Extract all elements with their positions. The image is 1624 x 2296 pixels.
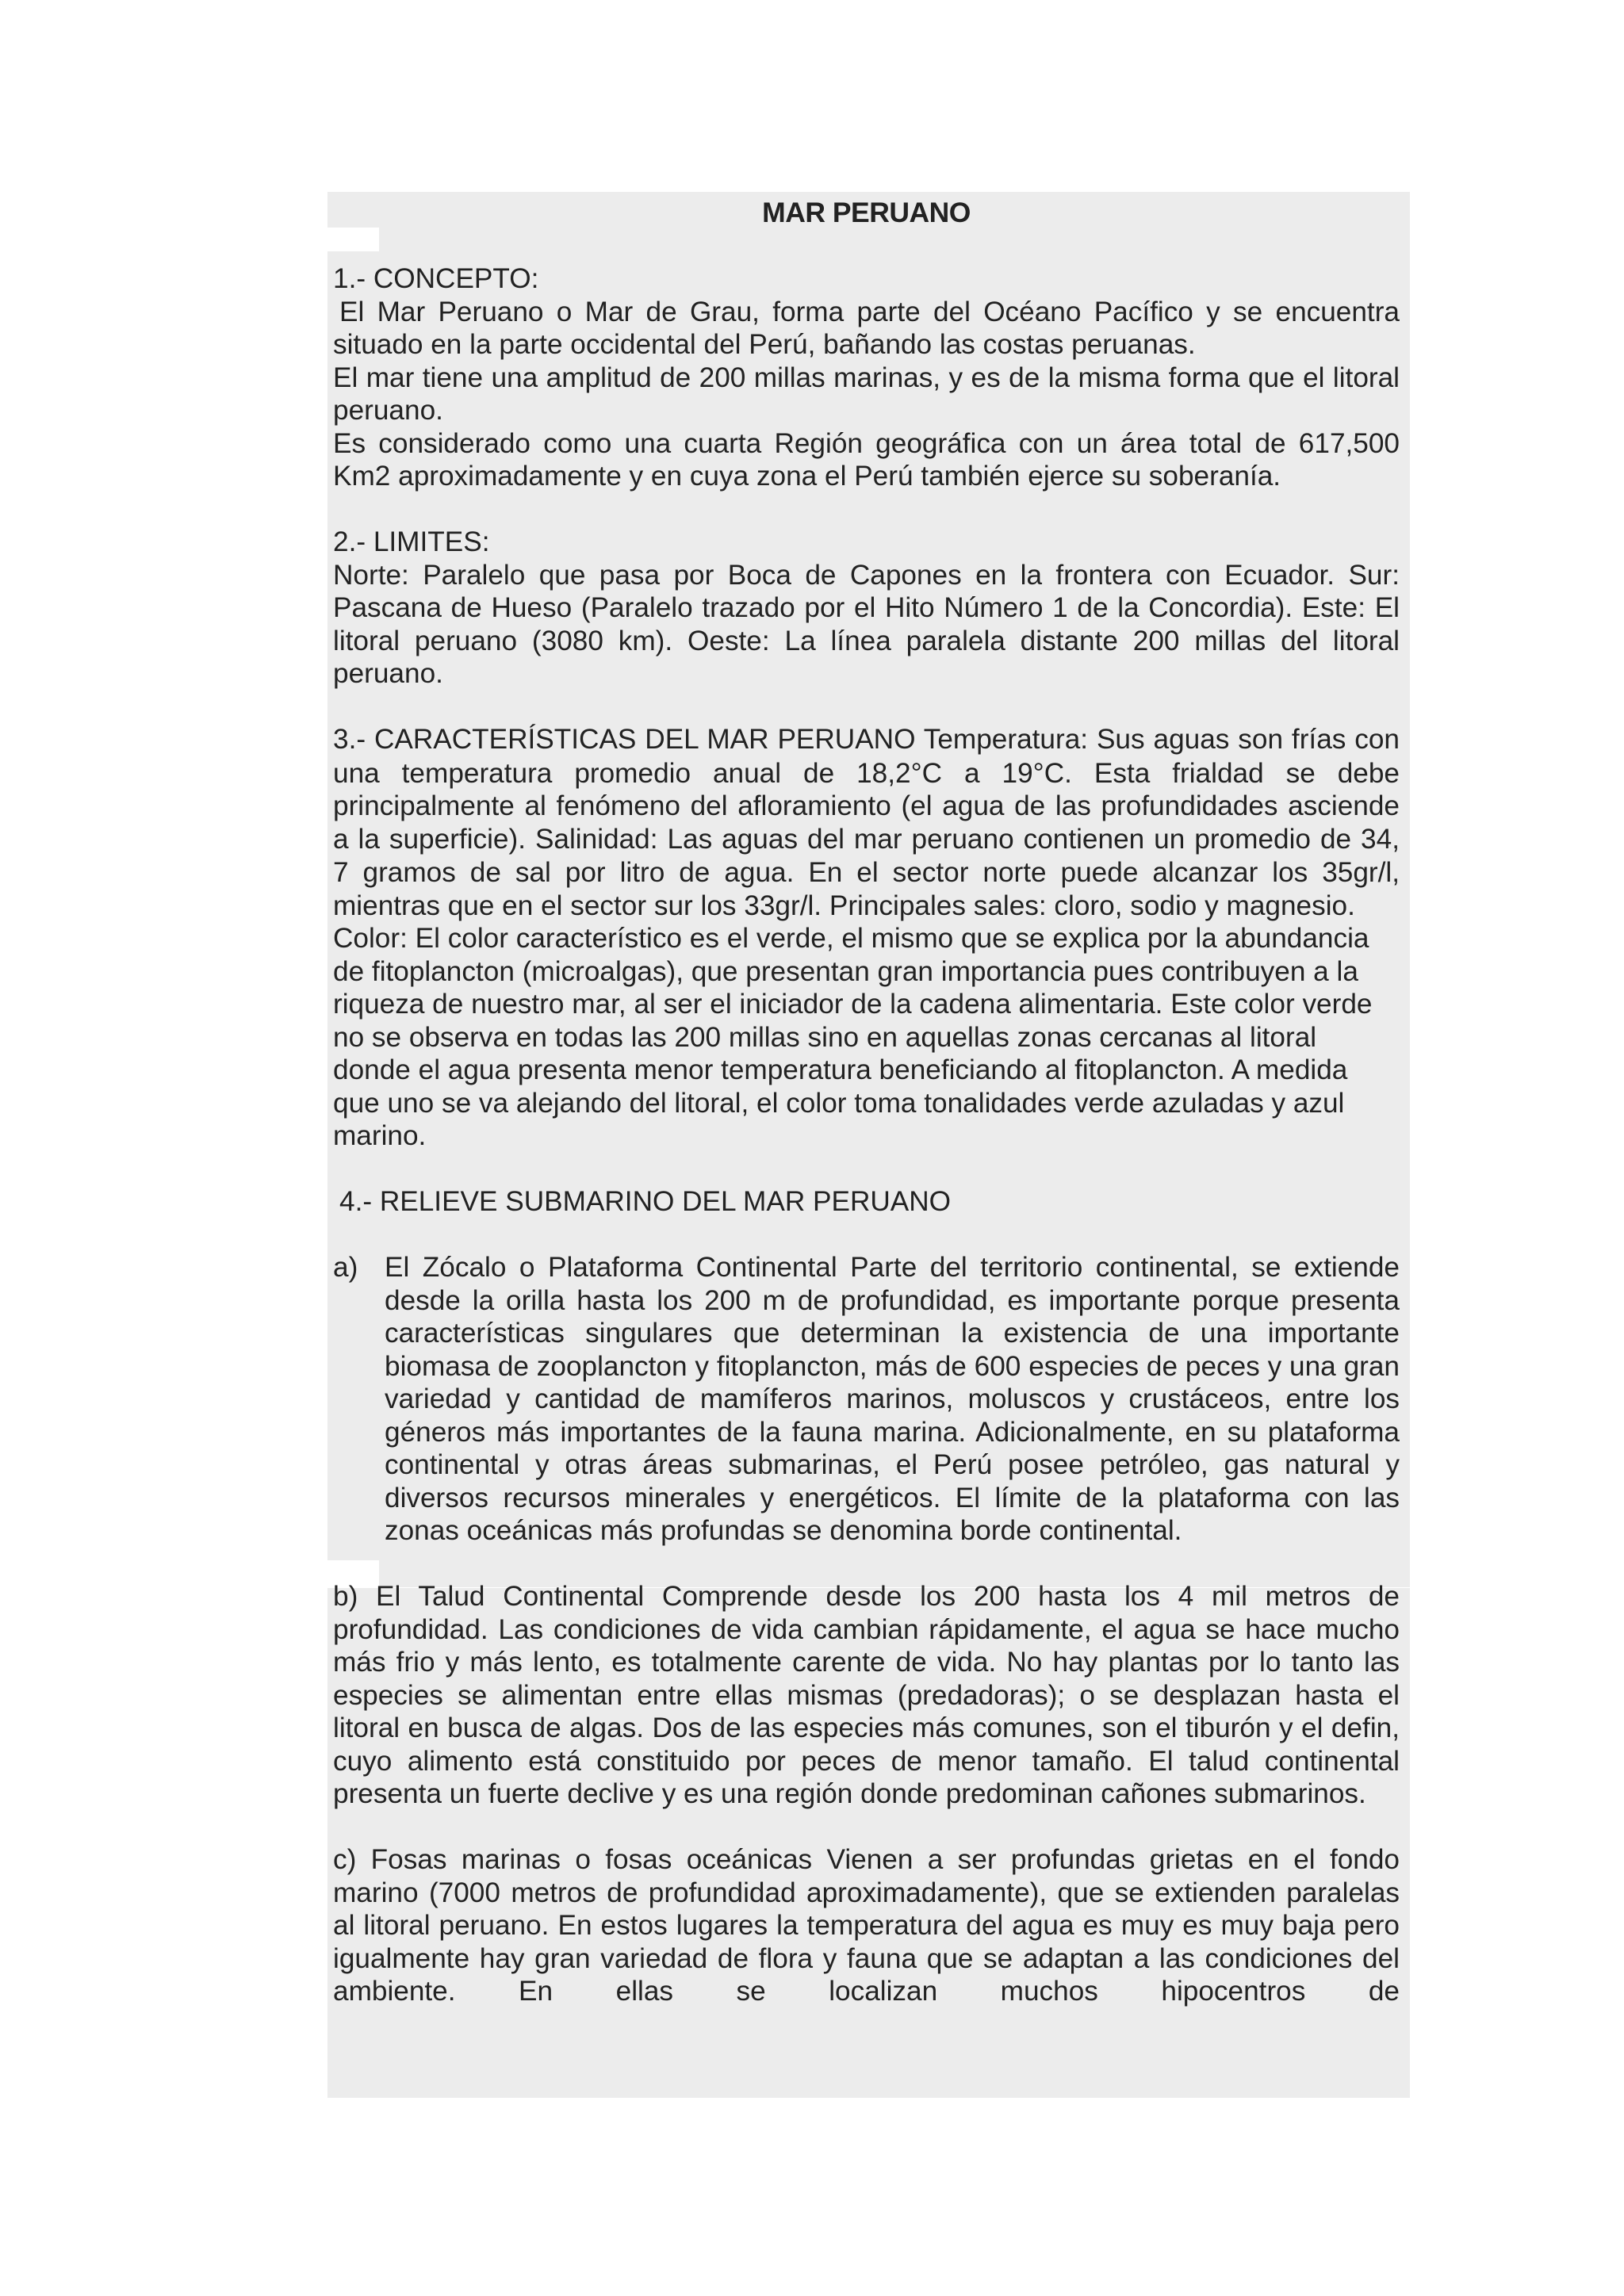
talud-paragraph: b) El Talud Continental Comprende desde los 200 hasta los 4 mil metros de profundidad. Las condiciones de vida cambian rápidamente, el agua se hace mucho más frio y más lento, es totalmente carente de vida. No hay plantas por lo tanto las especies se alimentan entre ellas mismas (predadoras); o se desplazan hasta el litoral en busca de algas. Dos de las especies más comunes, son el tiburón y el defin, cuyo alimento está constituido por peces de menor tamaño. El talud continental presenta un fuerte declive y es una región donde predominan cañones submarinos. (333, 1581, 1400, 1809)
zocalo-paragraph: El Zócalo o Plataforma Continental Parte del territorio continental, se extiende desde la orilla hasta los 200 m de profundidad, es importante porque presenta características singulares que determinan la existencia de una importante biomasa de zooplancton y fitoplancton, más de 600 especies de peces y una gran variedad y cantidad de mamíferos marinos, moluscos y crustáceos, entre los géneros más importantes de la fauna marina. Adicionalmente, en su plataforma continental y otras áreas submarinas, el Perú posee petróleo, gas natural y diversos recursos minerales y energéticos. El límite de la plataforma con las zonas oceánicas más profundas se denomina borde continental. (385, 1252, 1400, 1546)
concepto-paragraph-2: El mar tiene una amplitud de 200 millas marinas, y es de la misma forma que el litoral peruano. (333, 362, 1400, 426)
item-label: a) (333, 1252, 358, 1283)
document-body (333, 192, 1400, 2008)
salinidad-text: Salinidad: Las aguas del mar peruano contienen un promedio de 34, 7 gramos de sal por litro de agua. En el sector norte puede alcanzar los 35gr/l, mientras que en el sector sur los 33gr/l. Principales sales: cloro, sodio y magnesio. (333, 823, 1400, 921)
section-heading-caracteristicas: 3.- CARACTERÍSTICAS DEL MAR PERUANO (333, 724, 916, 755)
section-heading-relieve: 4.- RELIEVE SUBMARINO DEL MAR PERUANO (339, 1186, 952, 1217)
color-paragraph: Color: El color característico es el verde, el mismo que se explica por la abundancia de fitoplancton (microalgas), que presentan gran importancia pues contribuyen a la riqueza de nuestro mar, al ser el iniciador de la cadena alimentaria. Este color verde no se observa en todas las 200 millas sino en aquellas zonas cercanas al litoral donde el agua presenta menor temperatura beneficiando al fitoplancton. A medida que uno se va alejando del litoral, el color toma tonalidades verde azuladas y azul marino. (333, 923, 1373, 1151)
relieve-item-a (333, 1251, 1400, 1548)
limites-paragraph: Norte: Paralelo que pasa por Boca de Capones en la frontera con Ecuador. Sur: Pascana de Hueso (Paralelo trazado por el Hito Número 1 de la Concordia). Este: El litoral peruano (3080 km). Oeste: La línea paralela distante 200 millas del litoral peruano. (333, 559, 1400, 689)
section-heading-limites: 2.- LIMITES: (333, 526, 490, 557)
fosas-paragraph: c) Fosas marinas o fosas oceánicas Vienen a ser profundas grietas en el fondo marino (7000 metros de profundidad aproximadamente), que se extienden paralelas al litoral peruano. En estos lugares la temperatura del agua es muy es muy baja pero igualmente hay gran variedad de flora y fauna que se adaptan a las condiciones del ambiente. En ellas se localizan muchos hipocentros de (333, 1844, 1400, 2007)
concepto-paragraph-3: Es considerado como una cuarta Región geográfica con un área total de 617,500 Km2 aproximadamente y en cuya zona el Perú también ejerce su soberanía. (333, 427, 1400, 492)
document-title: MAR PERUANO (762, 197, 971, 228)
caracteristicas-paragraph (333, 723, 1400, 922)
temperatura-text: Temperatura: Sus aguas son frías con una temperatura promedio anual de 18,2°C a 19°C. Esta frialdad se debe principalmente al fenómeno del afloramiento (el agua de las profundidades asciende a la superficie). (333, 724, 1400, 855)
section-heading-concepto: 1.- CONCEPTO: (333, 263, 539, 294)
concepto-paragraph-1: El Mar Peruano o Mar de Grau, forma parte del Océano Pacífico y se encuentra situado en la parte occidental del Perú, bañando las costas peruanas. (333, 296, 1400, 360)
